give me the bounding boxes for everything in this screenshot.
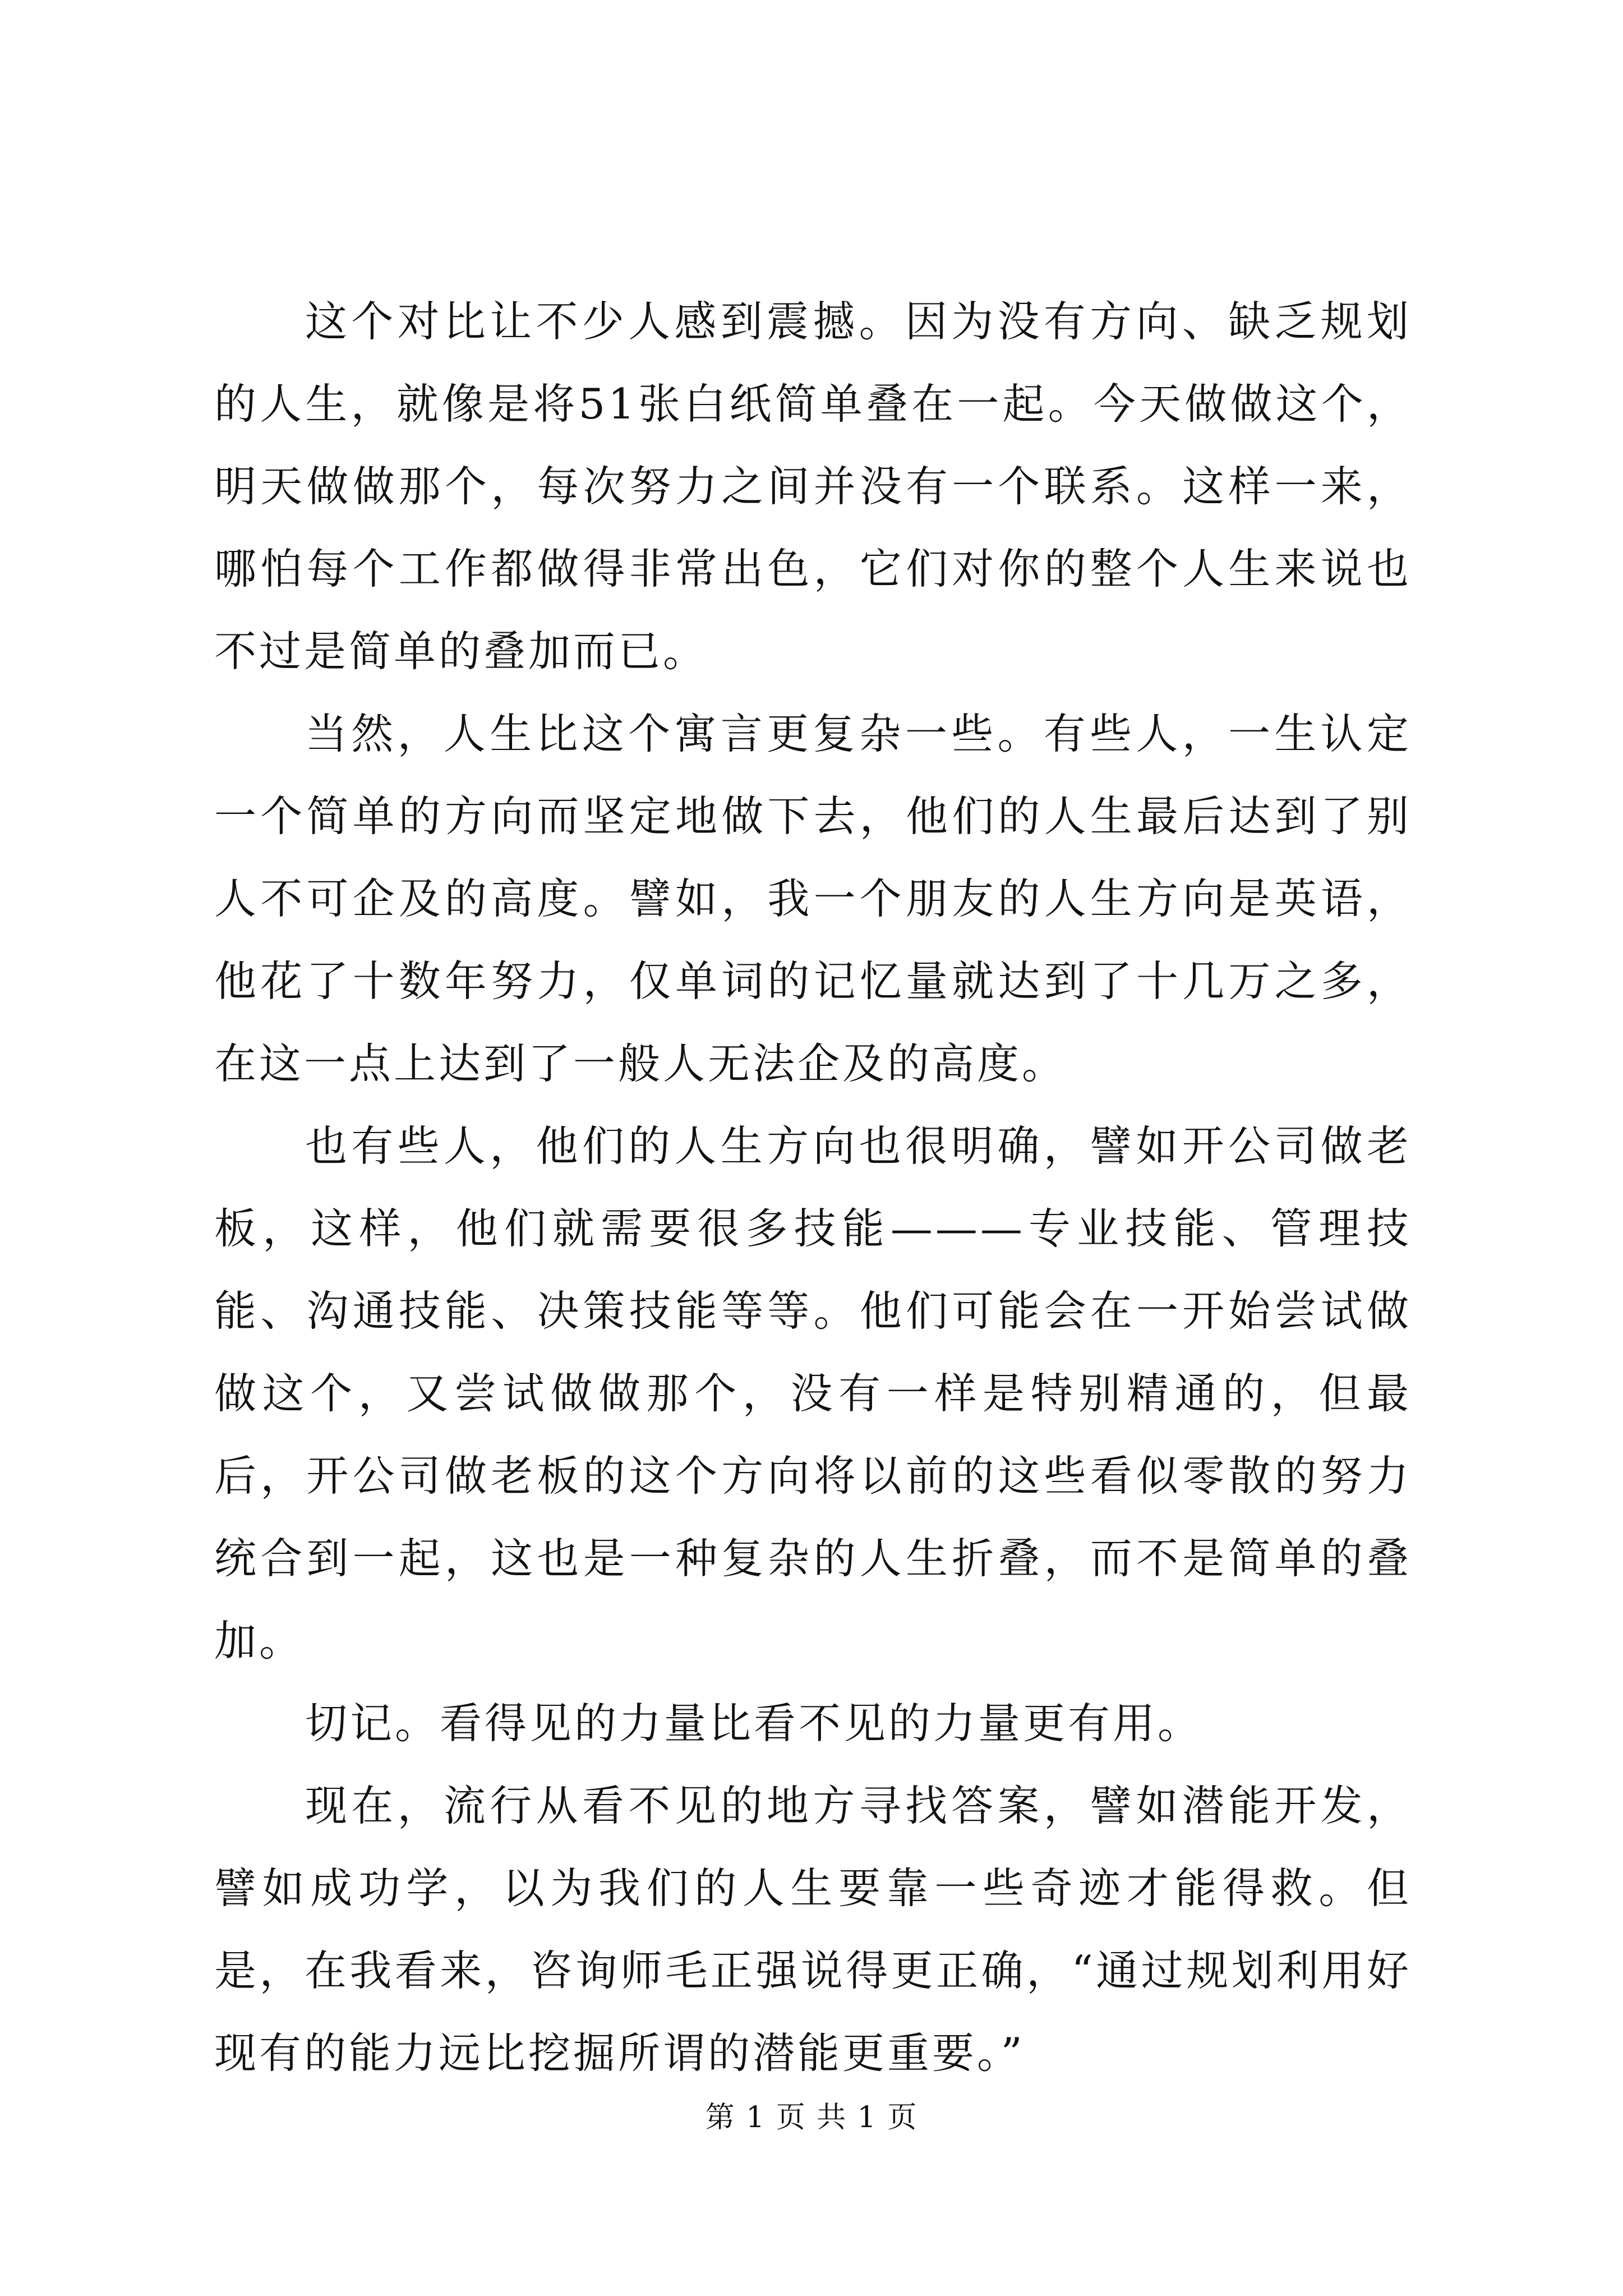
page-number-footer: 第 1 页 共 1 页: [705, 2101, 918, 2134]
paragraph-1: 这个对比让不少人感到震撼。因为没有方向、缺乏规划的人生，就像是将51张白纸简单叠在一起。今天做做这个，明天做做那个，每次努力之间并没有一个联系。这样一来，哪怕每个工作都做得非常出色，它们对你的整个人生来说也不过是简单的叠加而已。: [214, 297, 1412, 676]
paragraph-5: 现在，流行从看不见的地方寻找答案，譬如潜能开发，譬如成功学，以为我们的人生要靠一些奇迹才能得救。但是，在我看来，咨询师毛正强说得更正确，“通过规划利用好现有的能力远比挖掘所谓的潜能更重要。”: [214, 1781, 1412, 2078]
paragraph-2: 当然，人生比这个寓言更复杂一些。有些人，一生认定一个简单的方向而坚定地做下去，他们的人生最后达到了别人不可企及的高度。譬如，我一个朋友的人生方向是英语，他花了十数年努力，仅单词的记忆量就达到了十几万之多，在这一点上达到了一般人无法企及的高度。: [214, 709, 1412, 1088]
paragraph-4: 切记。看得见的力量比看不见的力量更有用。: [305, 1699, 1203, 1748]
document-body: [214, 280, 1412, 2095]
paragraph-3: 也有些人，他们的人生方向也很明确，譬如开公司做老板，这样，他们就需要很多技能———专业技能、管理技能、沟通技能、决策技能等等。他们可能会在一开始尝试做做这个，又尝试做做那个，没有一样是特别精通的，但最后，开公司做老板的这个方向将以前的这些看似零散的努力统合到一起，这也是一种复杂的人生折叠，而不是简单的叠加。: [214, 1121, 1412, 1665]
